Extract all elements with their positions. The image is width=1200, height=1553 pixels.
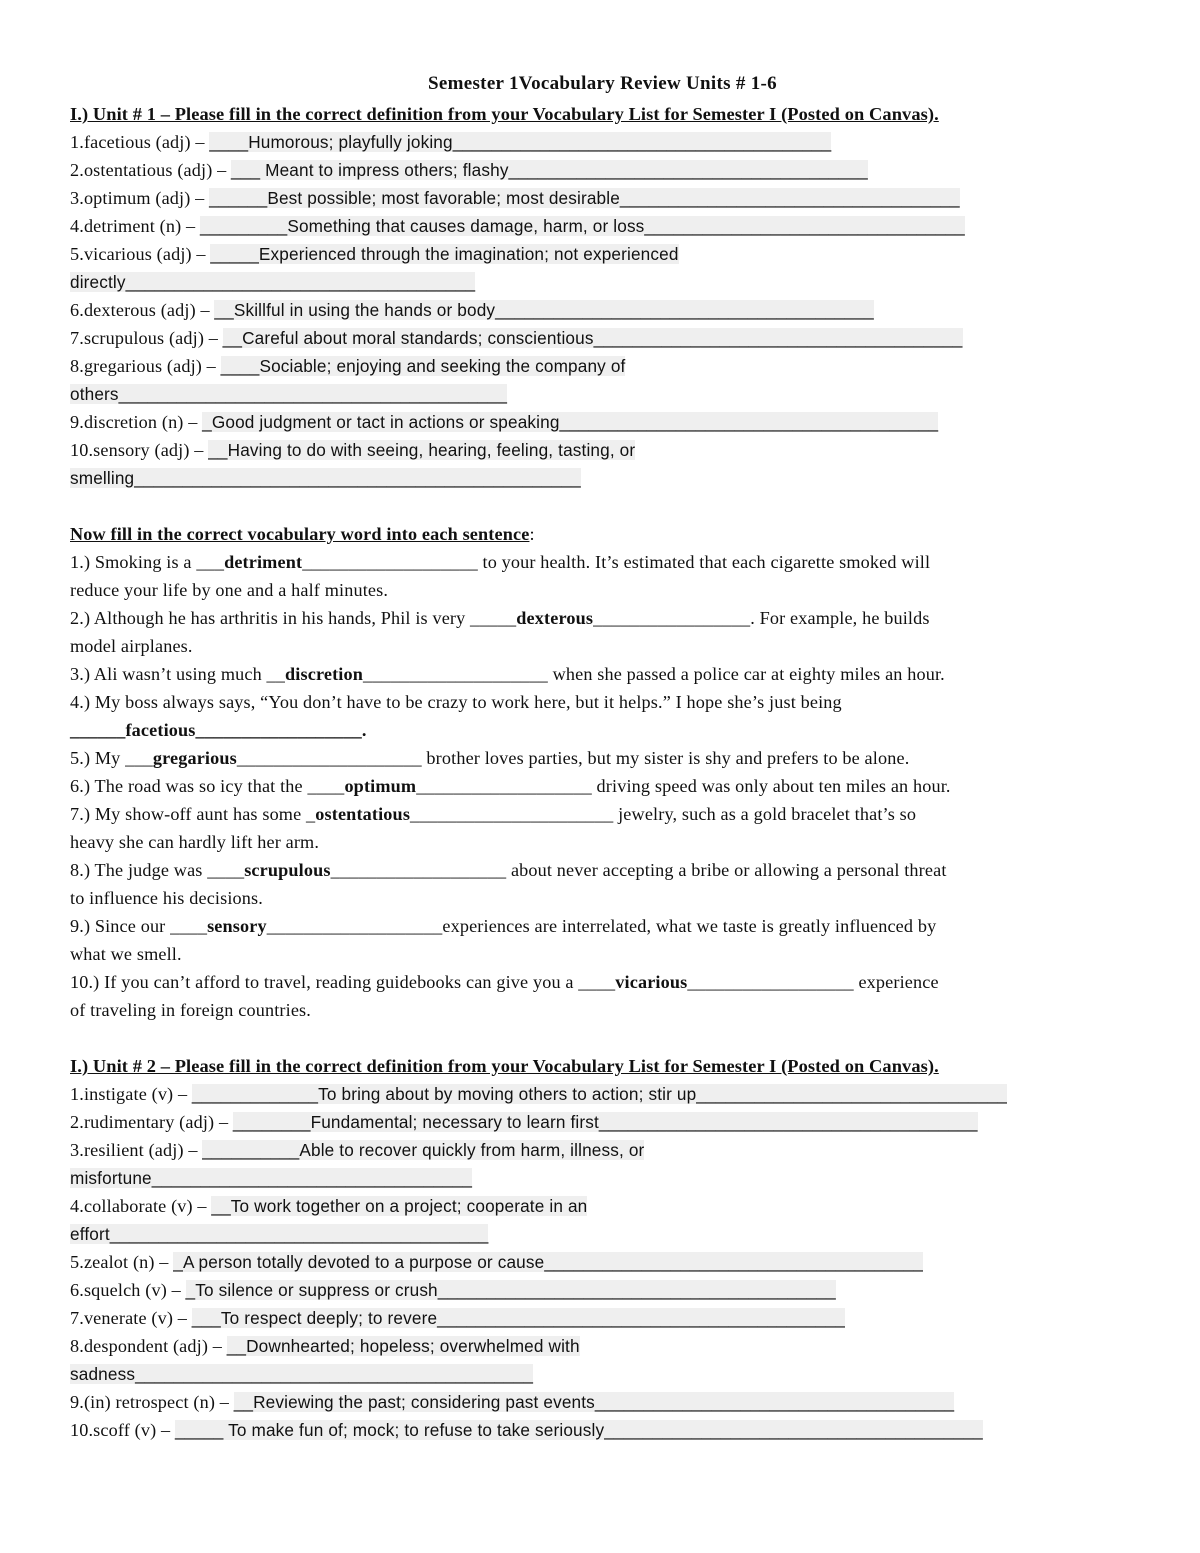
definition-item	[70, 324, 1135, 352]
vocab-term: 8.gregarious (adj) –	[70, 356, 221, 376]
definition-answer: _A person totally devoted to a purpose or cause_______________________________________	[173, 1252, 923, 1272]
vocab-term: 3.resilient (adj) –	[70, 1140, 203, 1160]
unit1-definition-list	[70, 128, 1135, 492]
definition-answer: _____ To make fun of; mock; to refuse to take seriously_______________________________________	[174, 1420, 983, 1440]
definition-answer: ________Fundamental; necessary to learn first_______________________________________	[232, 1112, 978, 1132]
definition-answer: ______Best possible; most favorable; most desirable___________________________________	[209, 188, 960, 208]
sentence-text: 10.) If you can’t afford to travel, reading guidebooks can give you a ____	[70, 972, 616, 992]
sentence-text: 6.) The road was so icy that the ____	[70, 776, 345, 796]
vocab-term: 10.scoff (v) –	[70, 1420, 175, 1440]
vocab-term: 5.vicarious (adj) –	[70, 244, 211, 264]
definition-continuation	[70, 1220, 1135, 1248]
definition-item	[70, 1416, 1135, 1444]
sentence-item	[70, 968, 1135, 996]
sentence-text: 3.) Ali wasn’t using much __	[70, 664, 286, 684]
filled-vocab-word: gregarious	[152, 748, 237, 768]
definition-answer: ___To respect deeply; to revere__________________________________________	[191, 1308, 845, 1328]
definition-item	[70, 408, 1135, 436]
sentences-heading-text: Now fill in the correct vocabulary word into each sentence	[70, 524, 530, 544]
vocab-term: 6.squelch (v) –	[70, 1280, 186, 1300]
sentence-continuation: model airplanes.	[70, 636, 193, 656]
definition-item	[70, 436, 1135, 464]
filled-vocab-word: facetious	[125, 720, 196, 740]
sentence-item	[70, 800, 1135, 828]
vocab-term: 2.rudimentary (adj) –	[70, 1112, 233, 1132]
vocab-term: 4.collaborate (v) –	[70, 1196, 212, 1216]
sentence-text: 9.) Since our ____	[70, 916, 208, 936]
sentence-continuation: reduce your life by one and a half minutes.	[70, 580, 389, 600]
definition-item	[70, 1276, 1135, 1304]
definition-continuation	[70, 464, 1135, 492]
definition-continuation	[70, 380, 1135, 408]
sentence-text-after: ____________________ brother loves parties, but my sister is shy and prefers to be alone.	[236, 748, 910, 768]
sentence-text: 5.) My ___	[70, 748, 153, 768]
sentence-item	[70, 744, 1135, 772]
sentence-text-after: ____________________ when she passed a police car at eighty miles an hour.	[363, 664, 945, 684]
sentence-item	[70, 856, 1135, 884]
sentence-continuation: what we smell.	[70, 944, 182, 964]
sentences-heading-colon: :	[529, 524, 535, 544]
spacer	[70, 1024, 1135, 1052]
filled-vocab-word: scrupulous	[244, 860, 331, 880]
vocab-term: 2.ostentatious (adj) –	[70, 160, 232, 180]
vocab-term: 10.sensory (adj) –	[70, 440, 209, 460]
sentence-item	[70, 548, 1135, 576]
definition-answer-continued: misfortune_________________________________	[70, 1168, 473, 1188]
sentence-text-after: ______________________ jewelry, such as a gold bracelet that’s so	[410, 804, 917, 824]
definition-answer: __Careful about moral standards; conscientious______________________________________	[222, 328, 963, 348]
sentence-text-after: ___________________ driving speed was only about ten miles an hour.	[416, 776, 951, 796]
definition-item	[70, 212, 1135, 240]
definition-answer: _To silence or suppress or crush_________________________________________	[185, 1280, 836, 1300]
vocab-term: 8.despondent (adj) –	[70, 1336, 227, 1356]
vocab-term: 1.instigate (v) –	[70, 1084, 192, 1104]
definition-answer: ____Sociable; enjoying and seeking the company of	[220, 356, 626, 376]
sentence-item	[70, 604, 1135, 632]
sentence-text: 1.) Smoking is a ___	[70, 552, 225, 572]
filled-vocab-word: sensory	[207, 916, 267, 936]
sentences-heading	[70, 520, 1135, 548]
sentence-text: 4.) My boss always says, “You don’t have to be crazy to work here, but it helps.” I hope she’s just being	[70, 692, 842, 712]
definition-answer-continued: sadness_________________________________________	[70, 1364, 534, 1384]
sentence-list	[70, 548, 1135, 1024]
definition-answer: __Skillful in using the hands or body_______________________________________	[214, 300, 874, 320]
vocab-term: 9.discretion (n) –	[70, 412, 203, 432]
sentence-continuation: to influence his decisions.	[70, 888, 263, 908]
definition-answer: __To work together on a project; cooperate in an	[211, 1196, 588, 1216]
vocab-term: 3.optimum (adj) –	[70, 188, 210, 208]
sentence-text-after: ___________________ about never accepting a bribe or allowing a personal threat	[330, 860, 947, 880]
spacer	[70, 492, 1135, 520]
definition-answer-continued: directly____________________________________	[70, 272, 476, 292]
sentence-text: 7.) My show-off aunt has some _	[70, 804, 316, 824]
definition-item	[70, 1388, 1135, 1416]
definition-item	[70, 240, 1135, 268]
unit2-heading: I.) Unit # 2 – Please fill in the correct definition from your Vocabulary List for Semester I (Posted on Canvas).	[70, 1056, 939, 1076]
sentence-item	[70, 688, 1135, 716]
filled-vocab-word: dexterous	[516, 608, 594, 628]
vocab-term: 6.dexterous (adj) –	[70, 300, 215, 320]
sentence-text-after: ___________________experiences are interrelated, what we taste is greatly influenced by	[266, 916, 937, 936]
vocab-term: 4.detriment (n) –	[70, 216, 200, 236]
vocab-term: 7.scrupulous (adj) –	[70, 328, 223, 348]
vocab-term: 9.(in) retrospect (n) –	[70, 1392, 234, 1412]
definition-item	[70, 1136, 1135, 1164]
definition-item	[70, 1080, 1135, 1108]
sentence-text-after: _________________. For example, he builds	[593, 608, 930, 628]
definition-answer: ____Humorous; playfully joking_______________________________________	[209, 132, 832, 152]
definition-item	[70, 1192, 1135, 1220]
definition-item	[70, 1108, 1135, 1136]
sentence-item	[70, 772, 1135, 800]
definition-answer: _____Experienced through the imagination; not experienced	[210, 244, 679, 264]
unit2-definition-list	[70, 1080, 1135, 1444]
definition-answer-continued: others________________________________________	[70, 384, 508, 404]
vocab-term: 5.zealot (n) –	[70, 1252, 174, 1272]
definition-answer: _____________To bring about by moving others to action; stir up________________________________	[191, 1084, 1007, 1104]
definition-item	[70, 352, 1135, 380]
filled-vocab-word: ostentatious	[315, 804, 411, 824]
sentence-text: 2.) Although he has arthritis in his hands, Phil is very _____	[70, 608, 517, 628]
definition-answer: ___ Meant to impress others; flashy_____________________________________	[231, 160, 868, 180]
sentence-text-after: ___________________ to your health. It’s estimated that each cigarette smoked will	[302, 552, 931, 572]
unit1-heading: I.) Unit # 1 – Please fill in the correct definition from your Vocabulary List for Semester I (Posted on Canvas).	[70, 104, 939, 124]
definition-answer-continued: smelling______________________________________________	[70, 468, 581, 488]
definition-answer: __________Able to recover quickly from harm, illness, or	[202, 1140, 645, 1160]
definition-answer: _________Something that causes damage, harm, or loss_________________________________	[199, 216, 965, 236]
document-page	[70, 70, 1135, 1444]
sentence-item	[70, 912, 1135, 940]
definition-item	[70, 156, 1135, 184]
definition-answer-continued: effort_______________________________________	[70, 1224, 489, 1244]
sentence-item	[70, 716, 1135, 744]
definition-item	[70, 184, 1135, 212]
vocab-term: 7.venerate (v) –	[70, 1308, 192, 1328]
definition-item	[70, 1248, 1135, 1276]
definition-answer: __Having to do with seeing, hearing, feeling, tasting, or	[208, 440, 636, 460]
vocab-term: 1.facetious (adj) –	[70, 132, 210, 152]
sentence-text-after: __________________ experience	[687, 972, 939, 992]
sentence-continuation: of traveling in foreign countries.	[70, 1000, 311, 1020]
definition-item	[70, 128, 1135, 156]
filled-vocab-word: detriment	[224, 552, 303, 572]
definition-continuation	[70, 268, 1135, 296]
sentence-text: ______	[70, 720, 126, 740]
definition-continuation	[70, 1360, 1135, 1388]
definition-answer: __Reviewing the past; considering past events_____________________________________	[233, 1392, 955, 1412]
definition-continuation	[70, 1164, 1135, 1192]
sentence-text: 8.) The judge was ____	[70, 860, 245, 880]
sentence-text-after: __________________.	[195, 720, 367, 740]
definition-answer: _Good judgment or tact in actions or speaking_______________________________________	[202, 412, 939, 432]
page-title: Semester 1Vocabulary Review Units # 1-6	[428, 73, 777, 94]
filled-vocab-word: discretion	[285, 664, 363, 684]
sentence-item	[70, 660, 1135, 688]
sentence-continuation: heavy she can hardly lift her arm.	[70, 832, 320, 852]
filled-vocab-word: vicarious	[615, 972, 688, 992]
filled-vocab-word: optimum	[344, 776, 417, 796]
definition-item	[70, 296, 1135, 324]
definition-item	[70, 1332, 1135, 1360]
definition-item	[70, 1304, 1135, 1332]
definition-answer: __Downhearted; hopeless; overwhelmed with	[226, 1336, 580, 1356]
